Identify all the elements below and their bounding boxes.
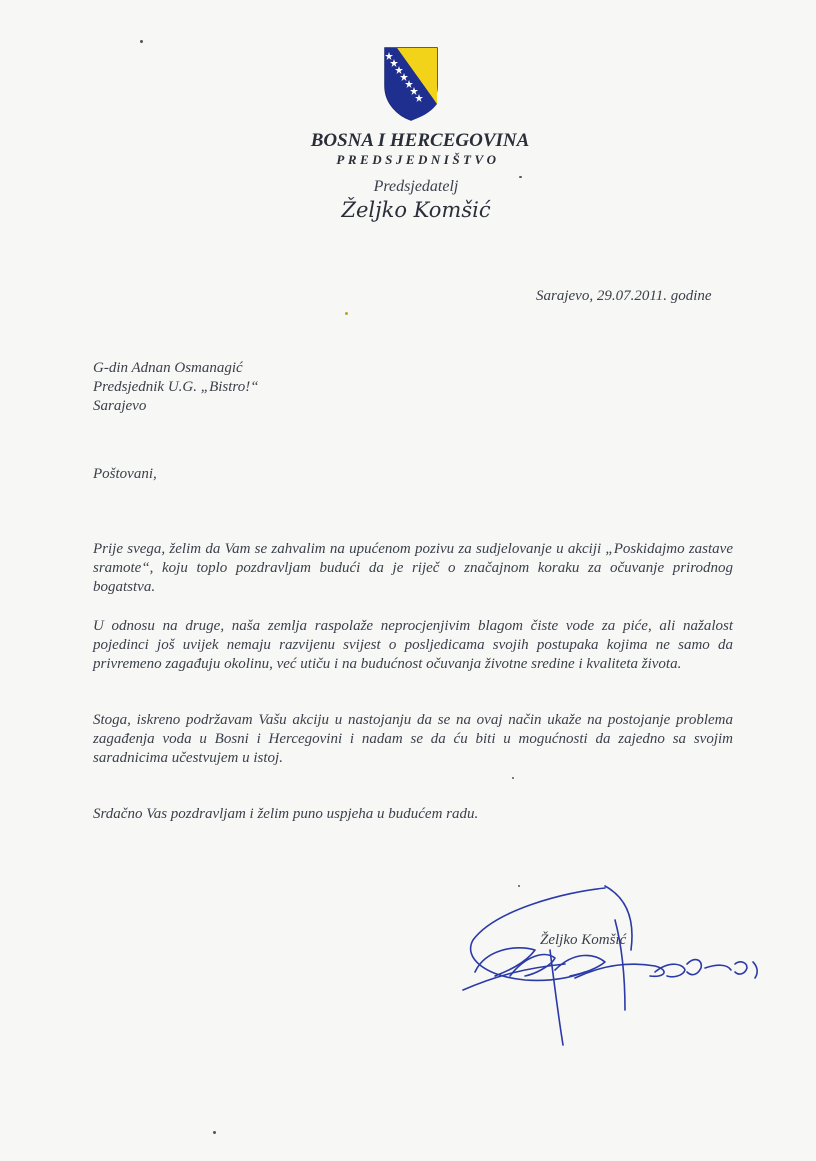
paper-speck xyxy=(519,176,522,178)
handwritten-signature xyxy=(455,880,775,1050)
letterhead-country: BOSNA I HERCEGOVINA xyxy=(310,130,530,151)
recipient-title: Predsjednik U.G. „Bistro!“ xyxy=(93,379,259,395)
closing-paragraph: Srdačno Vas pozdravljam i želim puno uspjeha u budućem radu. xyxy=(93,806,479,822)
letterhead-institution: PREDSJEDNIŠTVO xyxy=(336,152,500,167)
letterhead-office-holder: Željko Komšić xyxy=(341,198,491,222)
paper-speck xyxy=(213,1131,216,1134)
paper-speck xyxy=(512,777,514,779)
body-paragraph: Stoga, iskreno podržavam Vašu akciju u nastojanju da se na ovaj način ukaže na postojanje problema zagađenja voda u Bosni i Hercegovini i nadam se da ću biti u mogućnosti da zajedno sa svojim saradnicima učestvujem u istoj. xyxy=(93,712,733,766)
letterhead-office-title: Predsjedatelj xyxy=(373,178,459,195)
signer-name: Željko Komšić xyxy=(540,932,627,948)
coat-of-arms-icon xyxy=(383,46,439,122)
body-paragraph: Prije svega, želim da Vam se zahvalim na upućenom pozivu za sudjelovanje u akciji „Poskidajmo zastave sramote“, koju toplo pozdravljam budući da je riječ o značajnom koraku za očuvanje prirodnog bogatstva. xyxy=(93,541,733,595)
recipient-city: Sarajevo xyxy=(93,398,147,414)
recipient-name: G-din Adnan Osmanagić xyxy=(93,360,243,376)
paper-speck xyxy=(140,40,143,43)
recipient-address xyxy=(93,359,259,416)
date-line: Sarajevo, 29.07.2011. godine xyxy=(536,288,712,304)
salutation: Poštovani, xyxy=(93,466,157,482)
body-paragraph: U odnosu na druge, naša zemlja raspolaže neprocjenjivim blagom čiste vode za piće, ali nažalost pojedinci još uvijek nemaju razvijenu svijest o posljedicama svojih postupaka kojima ne samo da privremeno zagađuju okolinu, već utiču i na budućnost očuvanja životne sredine i kvaliteta života. xyxy=(93,618,733,672)
paper-speck xyxy=(345,312,348,315)
paper-speck xyxy=(518,885,520,887)
